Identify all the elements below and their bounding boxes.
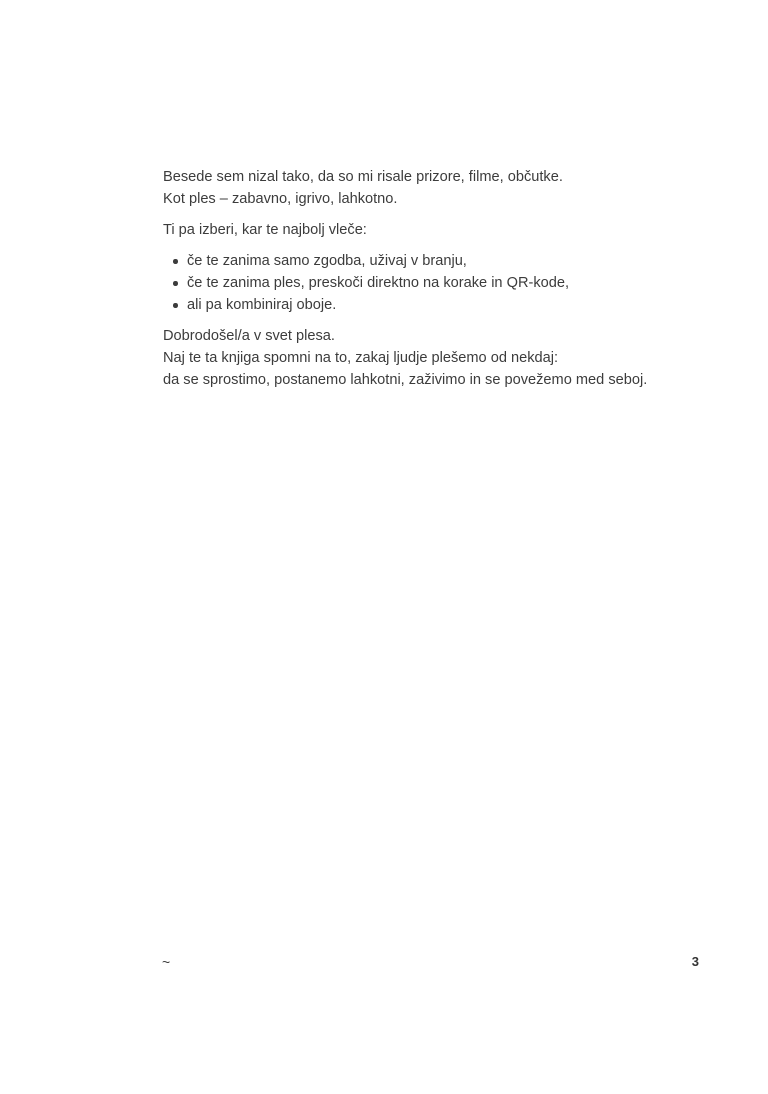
- list-item-text: če te zanima samo zgodba, uživaj v branju,: [187, 253, 467, 269]
- list-item-text: ali pa kombiniraj oboje.: [187, 297, 337, 313]
- welcome-line-3: da se sprostimo, postanemo lahkotni, zaživimo in se povežemo med seboj.: [163, 372, 648, 388]
- list-item: [163, 294, 723, 316]
- page-body: [163, 166, 723, 391]
- footer-tilde-mark: ~: [162, 954, 171, 970]
- choice-paragraph: Ti pa izberi, kar te najbolj vleče:: [163, 222, 367, 238]
- list-item: [163, 250, 723, 272]
- intro-line-2: Kot ples – zabavno, igrivo, lahkotno.: [163, 191, 398, 207]
- page-number: 3: [691, 954, 699, 969]
- intro-paragraph: [163, 166, 723, 210]
- options-list: [163, 250, 723, 316]
- welcome-paragraph: [163, 325, 723, 391]
- list-item: [163, 272, 723, 294]
- welcome-line-1: Dobrodošel/a v svet plesa.: [163, 328, 335, 344]
- intro-line-1: Besede sem nizal tako, da so mi risale prizore, filme, občutke.: [163, 169, 563, 185]
- welcome-line-2: Naj te ta knjiga spomni na to, zakaj ljudje plešemo od nekdaj:: [163, 350, 559, 366]
- list-item-text: če te zanima ples, preskoči direktno na korake in QR-kode,: [187, 275, 570, 291]
